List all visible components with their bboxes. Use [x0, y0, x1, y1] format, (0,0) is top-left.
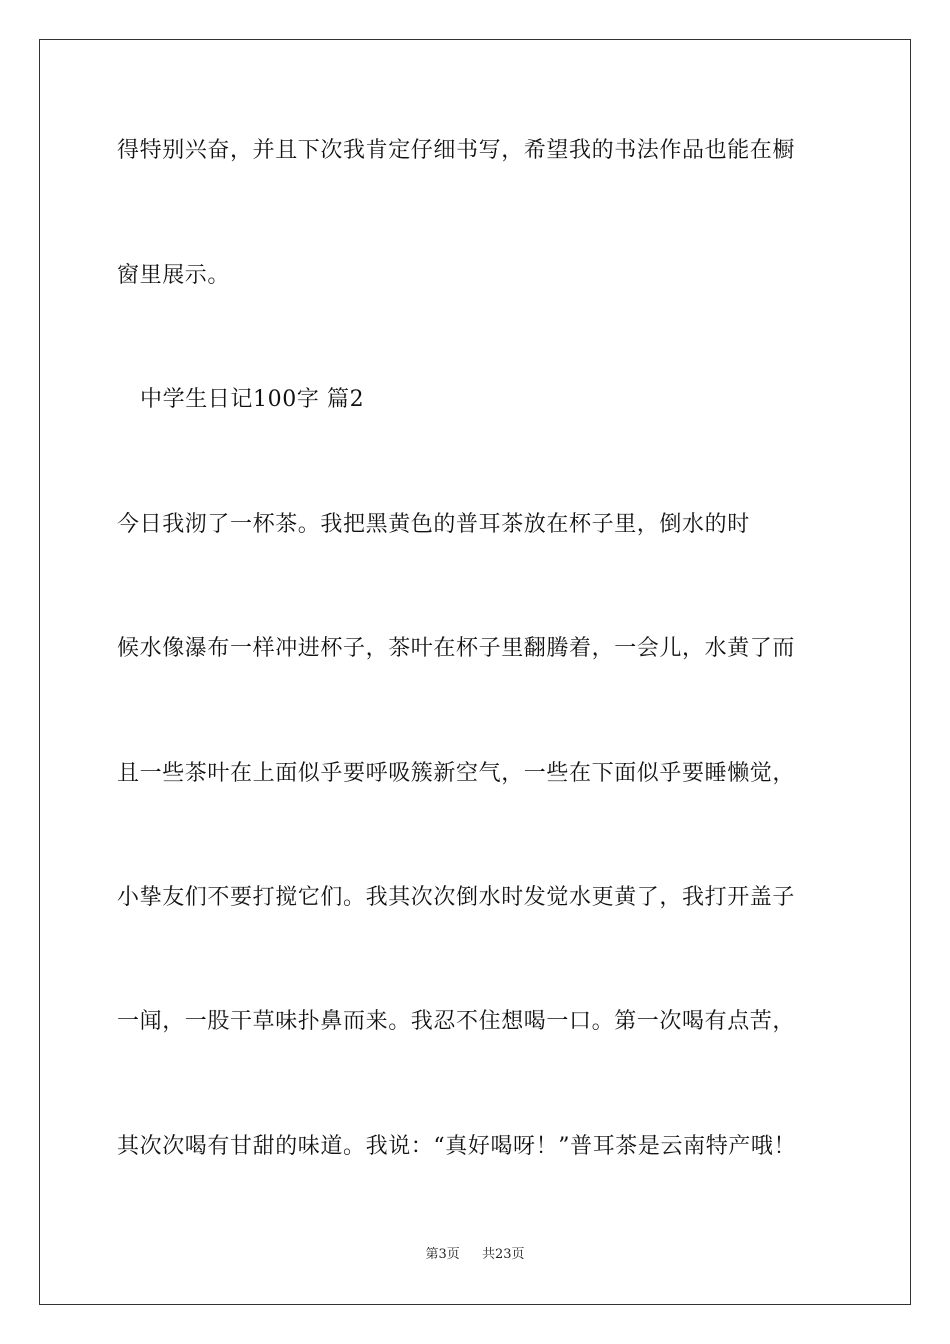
section-heading: 中学生日记100字 篇2 — [140, 387, 365, 412]
paragraph-line: 其次次喝有甘甜的味道。我说：“真好喝呀！”普耳茶是云南特产哦！ — [117, 1134, 797, 1159]
paragraph-line: 窗里展示。 — [117, 263, 231, 288]
paragraph-line: 得特别兴奋，并且下次我肯定仔细书写，希望我的书法作品也能在橱 — [117, 138, 796, 163]
page-border — [39, 39, 911, 1305]
page-total: 共23页 — [482, 1247, 525, 1262]
paragraph-line: 小挚友们不要打搅它们。我其次次倒水时发觉水更黄了，我打开盖子 — [117, 885, 796, 910]
paragraph-line: 且一些茶叶在上面似乎要呼吸簇新空气，一些在下面似乎要睡懒觉， — [117, 761, 796, 786]
page-footer — [0, 1246, 950, 1264]
paragraph-line: 一闻，一股干草味扑鼻而来。我忍不住想喝一口。第一次喝有点苦， — [117, 1009, 796, 1034]
paragraph-line: 今日我沏了一杯茶。我把黑黄色的普耳茶放在杯子里，倒水的时 — [117, 512, 750, 537]
page-number: 第3页 — [425, 1247, 460, 1262]
paragraph-line: 候水像瀑布一样冲进杯子，茶叶在杯子里翻腾着，一会儿，水黄了而 — [117, 636, 796, 661]
